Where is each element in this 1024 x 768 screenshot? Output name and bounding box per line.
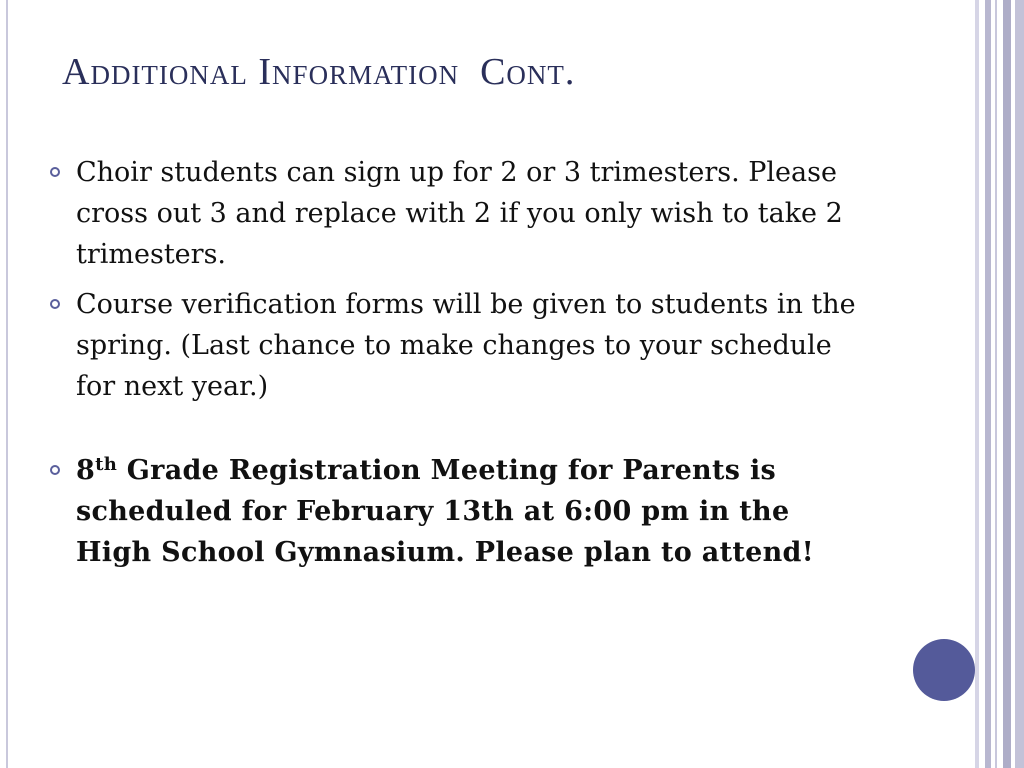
right-decorative-band bbox=[985, 0, 991, 768]
meeting-text: Grade Registration Meeting for Parents is scheduled for February 13th at 6:00 pm in the High School Gymnasium. Please plan to attend! bbox=[76, 455, 814, 568]
hollow-circle-bullet-icon bbox=[50, 465, 60, 475]
right-decorative-band bbox=[1015, 0, 1024, 768]
right-decorative-band bbox=[1003, 0, 1011, 768]
bullet-item-meeting bbox=[50, 450, 870, 573]
left-border-line bbox=[6, 0, 8, 768]
right-decorative-band bbox=[975, 0, 979, 768]
bullet-text: Course verification forms will be given to students in the spring. (Last chance to make changes to your schedule for next year.) bbox=[76, 289, 856, 402]
filled-circle-icon[interactable] bbox=[913, 639, 975, 701]
bullet-list bbox=[50, 152, 870, 582]
bullet-text: Choir students can sign up for 2 or 3 trimesters. Please cross out 3 and replace with 2 if you only wish to take 2 trimesters. bbox=[76, 157, 843, 270]
slide-title: Additional Information Cont. bbox=[62, 51, 576, 93]
meeting-announcement bbox=[76, 450, 870, 573]
bullet-item bbox=[50, 284, 870, 407]
hollow-circle-bullet-icon bbox=[50, 299, 60, 309]
right-decorative-band bbox=[995, 0, 997, 768]
hollow-circle-bullet-icon bbox=[50, 167, 60, 177]
grade-number: 8 bbox=[76, 455, 96, 486]
bullet-item bbox=[50, 152, 870, 275]
grade-ordinal-suffix: th bbox=[95, 454, 118, 475]
